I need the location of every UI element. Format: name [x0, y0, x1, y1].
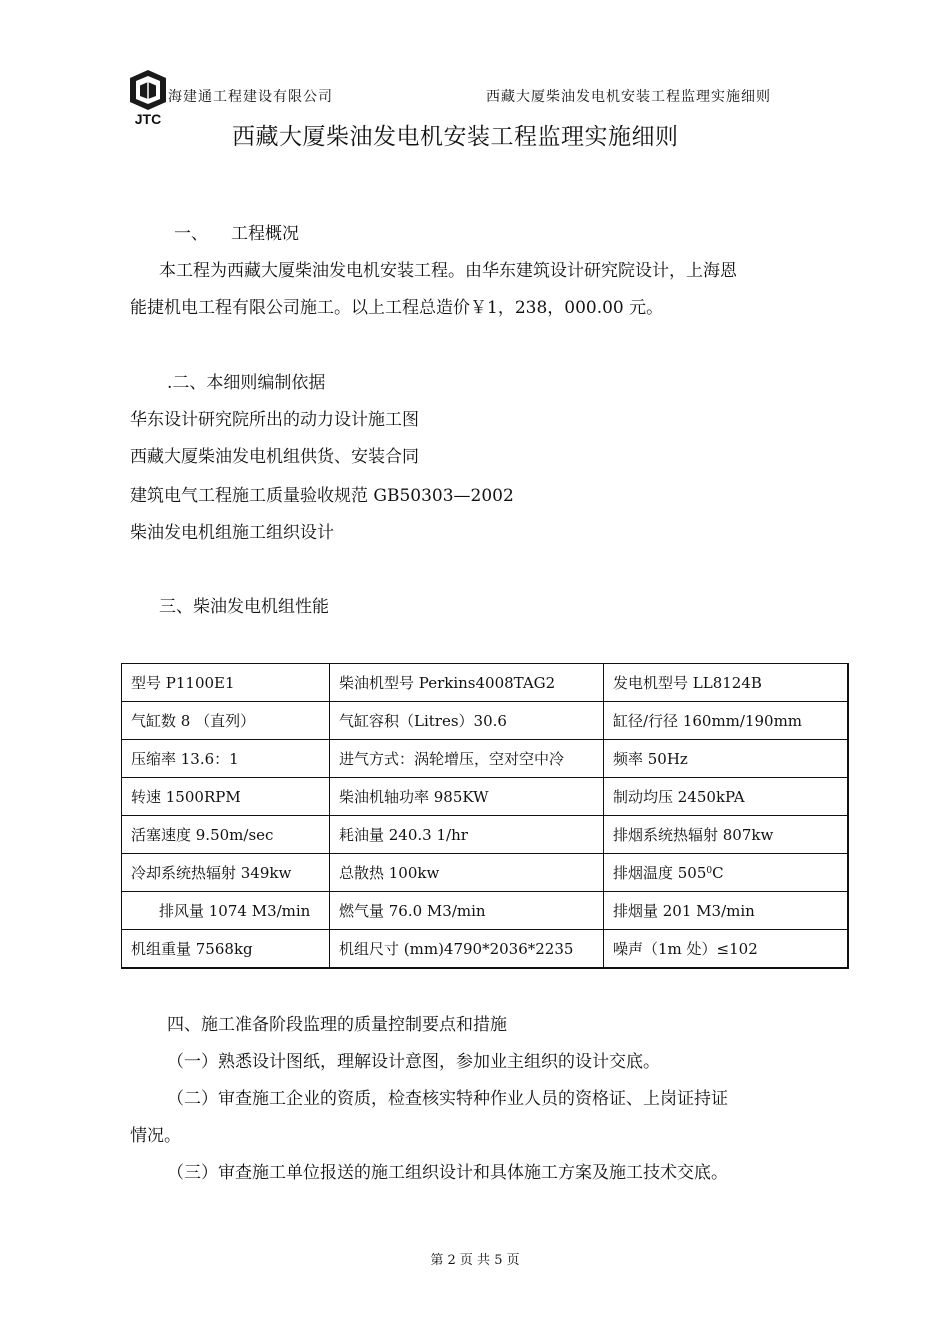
table-row [122, 664, 849, 702]
table-row [122, 816, 849, 854]
table-cell: 柴油机型号 Perkins4008TAG2 [330, 664, 604, 702]
logo-text: JTC [134, 111, 162, 127]
jtc-logo-icon [128, 68, 168, 128]
table-cell: 频率 50Hz [604, 740, 849, 778]
section4-item2-line2: 情况。 [130, 1126, 181, 1146]
table-row [122, 892, 849, 930]
basis-item: 西藏大厦柴油发电机组供货、安装合同 [130, 447, 419, 467]
header-doc-title: 西藏大厦柴油发电机安装工程监理实施细则 [486, 89, 771, 105]
generator-spec-table [121, 663, 849, 969]
table-cell: 排烟量 201 M3/min [604, 892, 849, 930]
table-cell: 制动均压 2450kPA [604, 778, 849, 816]
table-row [122, 854, 849, 892]
table-row [122, 740, 849, 778]
table-cell: 机组尺寸 (mm)4790*2036*2235 [330, 930, 604, 969]
table-cell: 耗油量 240.3 1/hr [330, 816, 604, 854]
table-cell: 缸径/行径 160mm/190mm [604, 702, 849, 740]
section1-para-line2: 能捷机电工程有限公司施工。以上工程总造价￥1，238，000.00 元。 [130, 298, 664, 318]
section4-item2-line1: （二）审查施工企业的资质，检查核实特种作业人员的资格证、上岗证持证 [167, 1089, 728, 1109]
section2-heading: .二、本细则编制依据 [167, 373, 326, 393]
basis-item: 华东设计研究院所出的动力设计施工图 [130, 410, 419, 430]
degree-superscript: 0 [706, 866, 713, 876]
section1-heading: 工程概况 [231, 224, 299, 244]
section4-heading: 四、施工准备阶段监理的质量控制要点和措施 [167, 1015, 507, 1035]
section3-heading: 三、柴油发电机组性能 [159, 597, 329, 617]
table-cell-exhaust-temp [604, 854, 849, 892]
jtc-logo [128, 68, 168, 128]
table-cell: 燃气量 76.0 M3/min [330, 892, 604, 930]
table-cell: 转速 1500RPM [122, 778, 330, 816]
table-cell: 气缸数 8 （直列） [122, 702, 330, 740]
table-cell: 进气方式：涡轮增压，空对空中冷 [330, 740, 604, 778]
basis-item: 柴油发电机组施工组织设计 [130, 523, 334, 543]
table-cell: 排烟系统热辐射 807kw [604, 816, 849, 854]
section4-item1: （一）熟悉设计图纸，理解设计意图，参加业主组织的设计交底。 [167, 1052, 660, 1072]
table-row [122, 930, 849, 969]
section1-number: 一、 [174, 224, 208, 244]
table-cell: 型号 P1100E1 [122, 664, 330, 702]
section4-item3: （三）审查施工单位报送的施工组织设计和具体施工方案及施工技术交底。 [167, 1163, 728, 1183]
table-cell: 气缸容积（Litres）30.6 [330, 702, 604, 740]
table-cell: 噪声（1m 处）≤102 [604, 930, 849, 969]
table-cell: 机组重量 7568kg [122, 930, 330, 969]
table-cell: 柴油机轴功率 985KW [330, 778, 604, 816]
table-row [122, 702, 849, 740]
table-cell: 压缩率 13.6：1 [122, 740, 330, 778]
section1-para-line1: 本工程为西藏大厦柴油发电机安装工程。由华东建筑设计研究院设计，上海恩 [159, 261, 737, 281]
table-cell: 总散热 100kw [330, 854, 604, 892]
table-cell: 冷却系统热辐射 349kw [122, 854, 330, 892]
table-cell: 活塞速度 9.50m/sec [122, 816, 330, 854]
page-number: 第 2 页 共 5 页 [430, 1253, 520, 1268]
table-cell: 发电机型号 LL8124B [604, 664, 849, 702]
page-title: 西藏大厦柴油发电机安装工程监理实施细则 [232, 124, 679, 150]
temp-unit: C [712, 864, 724, 882]
table-row [122, 778, 849, 816]
basis-item: 建筑电气工程施工质量验收规范 GB50303—2002 [130, 486, 514, 506]
table-cell: 排风量 1074 M3/min [122, 892, 330, 930]
exhaust-temp-value: 排烟温度 505 [613, 864, 707, 882]
company-name: 海建通工程建设有限公司 [168, 89, 333, 105]
